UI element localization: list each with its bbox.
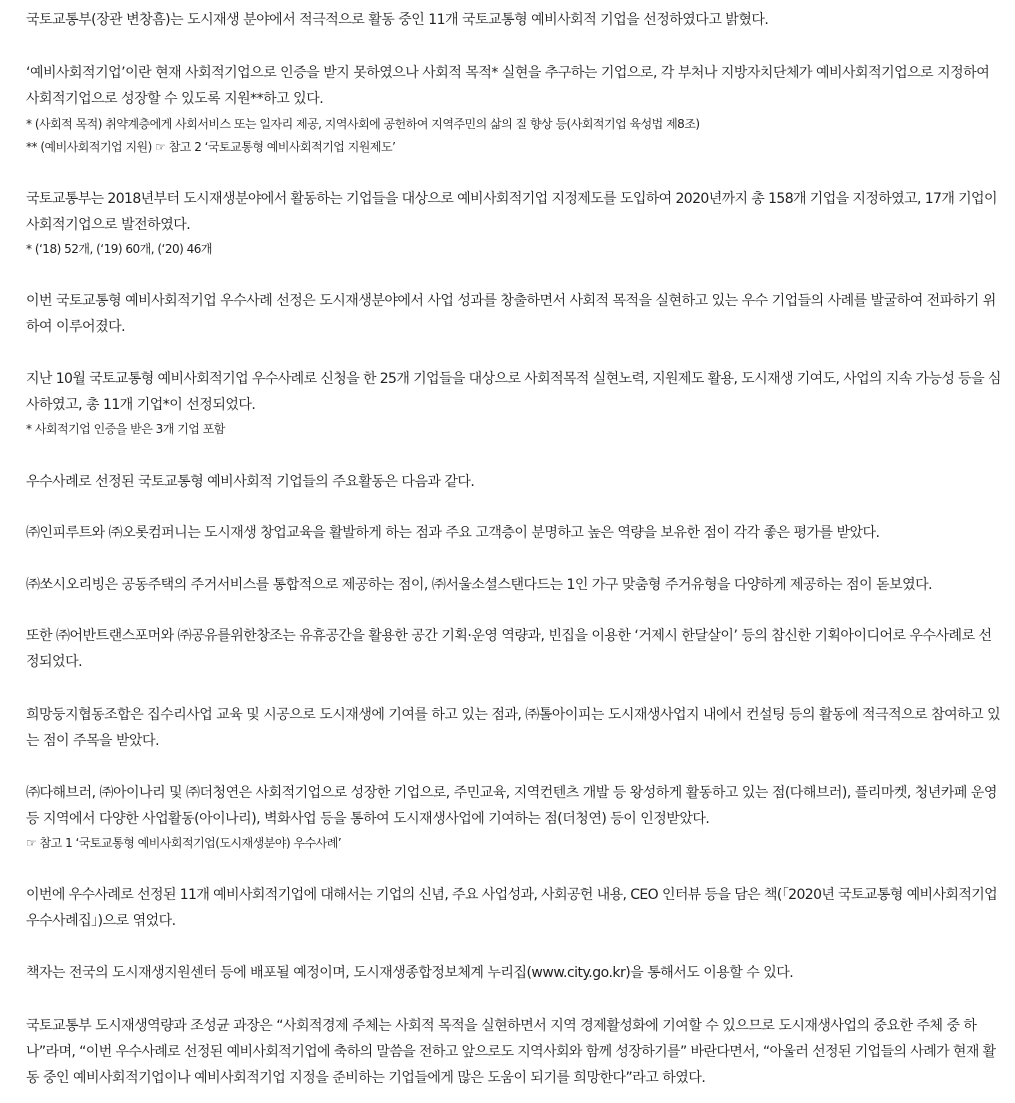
paragraph-house-repair-line-2: 는 점이 주목을 받았다.	[26, 733, 160, 749]
footnote-best-practices-reference: ☞ 참고 1 ‘국토교통형 예비사회적기업(도시재생분야) 우수사례’	[26, 836, 342, 850]
paragraph-distribution: 책자는 전국의 도시재생지원센터 등에 배포될 예정이며, 도시재생종합정보체계 누리집(www.city.go.kr)을 통해서도 이용할 수 있다.	[26, 965, 794, 981]
paragraph-quote-line-3: 동 중인 예비사회적기업이나 예비사회적기업 지정을 준비하는 기업들에게 많은 도움이 되기를 희망한다”라고 하였다.	[26, 1070, 706, 1086]
paragraph-intro: 국토교통부(장관 변창흠)는 도시재생 분야에서 적극적으로 활동 중인 11개 국토교통형 예비사회적 기업을 선정하였다고 밝혔다.	[26, 12, 769, 28]
paragraph-grown-companies-line-2: 등 지역에서 다양한 사업활동(아이나리), 벽화사업 등을 통하여 도시재생사업에 기여하는 점(더청연) 등이 인정받았다.	[26, 811, 710, 827]
paragraph-activities-intro: 우수사례로 선정된 국토교통형 예비사회적 기업들의 주요활동은 다음과 같다.	[26, 474, 475, 490]
footnote-support-reference: ** (예비사회적기업 지원) ☞ 참고 2 ‘국토교통형 예비사회적기업 지원제도’	[26, 140, 396, 154]
paragraph-space-planning-line-2: 정되었다.	[26, 654, 83, 670]
paragraph-definition-line-1: ‘예비사회적기업’이란 현재 사회적기업으로 인증을 받지 못하였으나 사회적 목적* 실현을 추구하는 기업으로, 각 부처나 지방자치단체가 예비사회적기업으로 지정하여	[26, 65, 990, 81]
paragraph-purpose-line-1: 이번 국토교통형 예비사회적기업 우수사례 선정은 도시재생분야에서 사업 성과를 창출하면서 사회적 목적을 실현하고 있는 우수 기업들의 사례를 발굴하여 전파하기 위	[26, 293, 996, 309]
paragraph-selection-line-2: 사하였고, 총 11개 기업*이 선정되었다.	[26, 397, 256, 413]
paragraph-space-planning-line-1: 또한 ㈜어반트랜스포머와 ㈜공유를위한창조는 유휴공간을 활용한 공간 기획·운영 역량과, 빈집을 이용한 ‘거제시 한달살이’ 등의 참신한 기획아이디어로 우수사례로 선	[26, 628, 992, 644]
paragraph-quote-line-1: 국토교통부 도시재생역량과 조성균 과장은 “사회적경제 주체는 사회적 목적을 실현하면서 지역 경제활성화에 기여할 수 있으므로 도시재생사업의 중요한 주체 중 하	[26, 1018, 977, 1034]
paragraph-casebook-line-1: 이번에 우수사례로 선정된 11개 예비사회적기업에 대해서는 기업의 신념, 주요 사업성과, 사회공헌 내용, CEO 인터뷰 등을 담은 책(「2020년 국토교통형 예비사회적기업	[26, 887, 998, 903]
paragraph-definition-line-2: 사회적기업으로 성장할 수 있도록 지원**하고 있다.	[26, 91, 324, 107]
paragraph-startup-education: ㈜인피루트와 ㈜오롯컴퍼니는 도시재생 창업교육을 활발하게 하는 점과 주요 고객층이 분명하고 높은 역량을 보유한 점이 각각 좋은 평가를 받았다.	[26, 525, 880, 541]
paragraph-quote-line-2: 나”라며, “이번 우수사례로 선정된 예비사회적기업에 축하의 말씀을 전하고 앞으로도 지역사회와 함께 성장하기를” 바란다면서, “아울러 선정된 기업들의 사례가 현재 활	[26, 1044, 996, 1060]
paragraph-housing-services: ㈜쏘시오리빙은 공동주택의 주거서비스를 통합적으로 제공하는 점이, ㈜서울소셜스탠다드는 1인 가구 맞춤형 주거유형을 다양하게 제공하는 점이 돋보였다.	[26, 577, 933, 593]
paragraph-history-line-1: 국토교통부는 2018년부터 도시재생분야에서 활동하는 기업들을 대상으로 예비사회적기업 지정제도를 도입하여 2020년까지 총 158개 기업을 지정하였고, 17개 기업이	[26, 191, 997, 207]
paragraph-selection-line-1: 지난 10월 국토교통형 예비사회적기업 우수사례로 신청을 한 25개 기업들을 대상으로 사회적목적 실현노력, 지원제도 활용, 도시재생 기여도, 사업의 지속 가능성 등을 심	[26, 371, 1001, 387]
paragraph-casebook-line-2: 우수사례집」)으로 엮었다.	[26, 913, 176, 929]
footnote-social-purpose: * (사회적 목적) 취약계층에게 사회서비스 또는 일자리 제공, 지역사회에 공헌하여 지역주민의 삶의 질 향상 등(사회적기업 육성법 제8조)	[26, 117, 700, 131]
paragraph-house-repair-line-1: 희망둥지협동조합은 집수리사업 교육 및 시공으로 도시재생에 기여를 하고 있는 점과, ㈜톨아이피는 도시재생사업지 내에서 컨설팅 등의 활동에 적극적으로 참여하고 있	[26, 707, 1001, 723]
footnote-yearly-counts: * (‘18) 52개, (‘19) 60개, (‘20) 46개	[26, 242, 212, 256]
footnote-certified-companies: * 사회적기업 인증을 받은 3개 기업 포함	[26, 422, 225, 436]
paragraph-history-line-2: 사회적기업으로 발전하였다.	[26, 217, 191, 233]
paragraph-purpose-line-2: 하여 이루어졌다.	[26, 319, 126, 335]
paragraph-grown-companies-line-1: ㈜다해브러, ㈜아이나리 및 ㈜더청연은 사회적기업으로 성장한 기업으로, 주민교육, 지역컨텐츠 개발 등 왕성하게 활동하고 있는 점(다해브러), 플리마켓, 청년카페 운영	[26, 785, 997, 801]
